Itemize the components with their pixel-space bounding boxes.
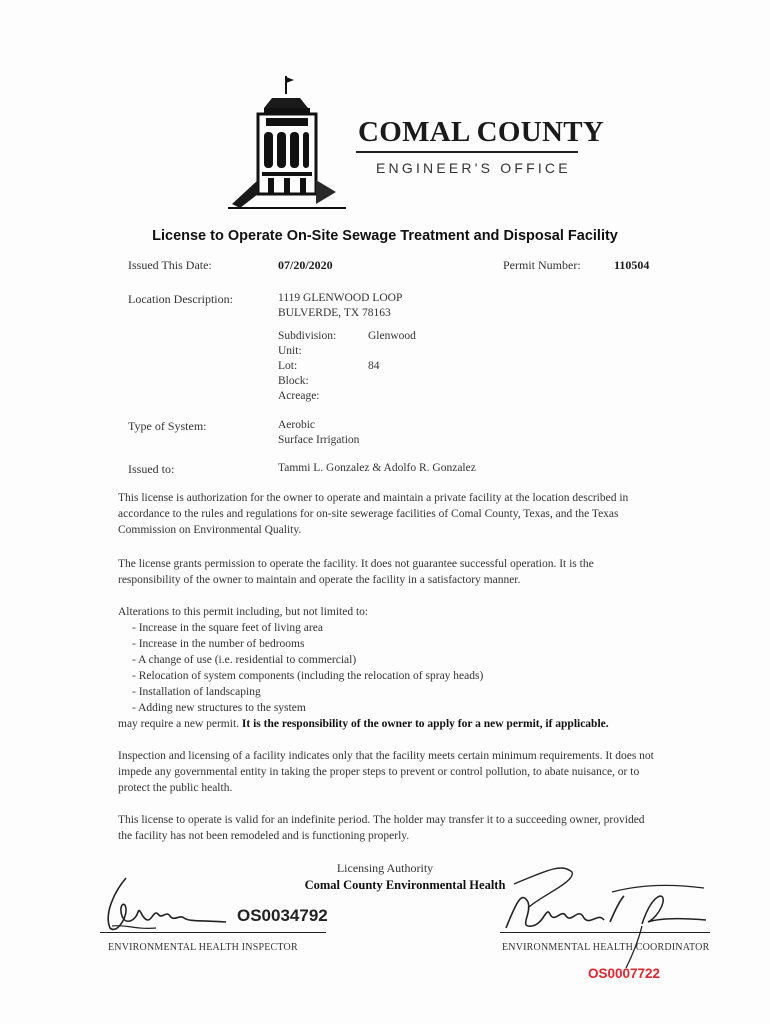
coordinator-caption: ENVIRONMENTAL HEALTH COORDINATOR (502, 942, 710, 953)
acreage-label: Acreage: (278, 390, 320, 402)
list-item: - A change of use (i.e. residential to commercial) (132, 652, 483, 668)
org-name-rule (356, 151, 578, 153)
paragraph-inspection: Inspection and licensing of a facility indicates only that the facility meets certain minimum requirements. It does not impede any governmental entity in taking the proper steps to prevent or control pollution, to abate nuisance, or to protect the public health. (118, 750, 654, 794)
coordinator-stamp-number: OS0007722 (588, 966, 661, 981)
list-item: - Adding new structures to the system (132, 700, 483, 716)
list-item: - Installation of landscaping (132, 684, 483, 700)
inspector-signature-line (100, 932, 326, 933)
location-line-2: BULVERDE, TX 78163 (278, 307, 391, 319)
coordinator-signature-line (500, 932, 710, 933)
permit-number-value: 110504 (614, 258, 650, 272)
location-label: Location Description: (128, 292, 233, 306)
system-type-line-2: Surface Irrigation (278, 434, 360, 446)
alterations-list (132, 620, 483, 716)
inspector-stamp-number: OS0034792 (237, 906, 328, 925)
list-item: - Increase in the square feet of living area (132, 620, 483, 636)
unit-label: Unit: (278, 345, 302, 357)
system-type-label: Type of System: (128, 419, 207, 433)
paragraph-authorization: This license is authorization for the owner to operate and maintain a private facility at the location described in accordance to the rules and regulations for on-site sewerage facilities of Comal County, Texas, and the Texas Commission on Environmental Quality. (118, 492, 629, 536)
coordinator-signature (492, 862, 712, 972)
document-title: License to Operate On-Site Sewage Treatment and Disposal Facility (152, 228, 618, 244)
lot-value: 84 (368, 360, 380, 372)
org-subtitle: ENGINEER'S OFFICE (376, 160, 571, 176)
new-permit-note (118, 716, 658, 732)
alterations-intro: Alterations to this permit including, but not limited to: (118, 606, 369, 618)
list-item: - Increase in the number of bedrooms (132, 636, 483, 652)
subdivision-value: Glenwood (368, 330, 416, 342)
paragraph-validity: This license to operate is valid for an indefinite period. The holder may transfer it to a succeeding owner, provided the facility has not been remodeled and is functioning properly. (118, 814, 645, 842)
permit-number-label: Permit Number: (503, 258, 581, 272)
inspector-caption: ENVIRONMENTAL HEALTH INSPECTOR (108, 942, 298, 953)
location-line-1: 1119 GLENWOOD LOOP (278, 292, 403, 304)
licensing-authority-label: Licensing Authority (336, 861, 434, 875)
licensing-authority-name: Comal County Environmental Health (304, 878, 506, 892)
subdivision-label: Subdivision: (278, 330, 337, 342)
issued-to-label: Issued to: (128, 462, 175, 476)
lot-label: Lot: (278, 360, 298, 372)
org-name: COMAL COUNTY (358, 116, 605, 148)
block-label: Block: (278, 375, 309, 387)
new-permit-note-text: may require a new permit. (118, 718, 240, 730)
issued-to-value: Tammi L. Gonzalez & Adolfo R. Gonzalez (278, 462, 476, 474)
system-type-line-1: Aerobic (278, 419, 316, 431)
paragraph-permission: The license grants permission to operate the facility. It does not guarantee successful operation. It is the responsibility of the owner to maintain and operate the facility in a satisfactory manner. (118, 558, 594, 586)
courthouse-tower-logo (228, 72, 346, 212)
issued-date-value: 07/20/2020 (278, 258, 333, 272)
owner-responsibility-text: It is the responsibility of the owner to apply for a new permit, if applicable. (241, 718, 609, 730)
issued-date-label: Issued This Date: (128, 258, 212, 272)
list-item: - Relocation of system components (including the relocation of spray heads) (132, 668, 483, 684)
